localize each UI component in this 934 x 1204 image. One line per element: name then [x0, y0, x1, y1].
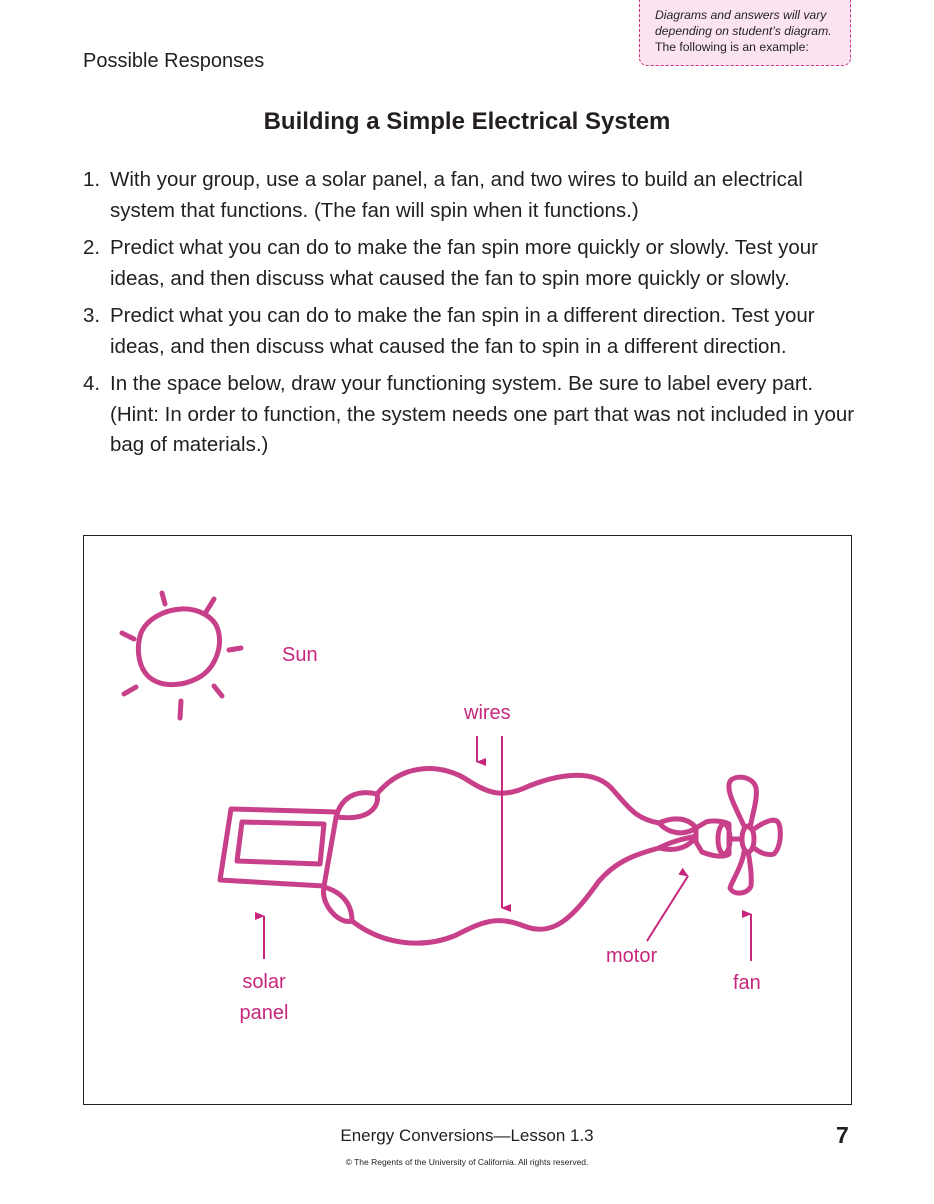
drawing-area	[83, 535, 852, 1105]
sun-icon	[122, 593, 241, 718]
motor-arrow	[647, 876, 688, 941]
instruction-number: 3.	[83, 304, 101, 327]
wires-label: wires	[464, 702, 511, 724]
fan-label: fan	[733, 972, 761, 994]
teacher-note-box	[639, 0, 851, 66]
section-label: Possible Responses	[83, 50, 265, 72]
instruction-number: 2.	[83, 236, 101, 259]
instruction-item	[83, 165, 863, 226]
instruction-item	[83, 301, 863, 362]
motor-icon	[696, 821, 741, 856]
solar-panel-label	[230, 967, 298, 1029]
fan-icon	[729, 777, 780, 893]
instruction-list	[83, 165, 863, 468]
sun-label: Sun	[282, 644, 318, 666]
page-title: Building a Simple Electrical System	[263, 108, 671, 135]
electrical-system-diagram	[84, 536, 853, 1106]
solar-panel-icon	[220, 809, 337, 886]
solar-panel-label-line2: panel	[239, 1002, 289, 1024]
instruction-item	[83, 233, 863, 294]
copyright-notice: © The Regents of the University of California. All rights reserved.	[345, 1157, 589, 1167]
motor-label: motor	[606, 945, 658, 967]
instruction-text: Predict what you can do to make the fan spin in a different direction. Test your ideas, and then discuss what caused the fan to spin in a different direction.	[110, 304, 815, 358]
instruction-text: With your group, use a solar panel, a fan, and two wires to build an electrical system that functions. (The fan will spin when it functions.)	[110, 168, 803, 222]
note-line-2: depending on student’s diagram.	[655, 24, 832, 38]
instruction-number: 1.	[83, 168, 101, 191]
page-number: 7	[836, 1122, 849, 1148]
note-line-3: The following is an example:	[655, 40, 809, 54]
instruction-text: Predict what you can do to make the fan spin more quickly or slowly. Test your ideas, and then discuss what caused the fan to spin more quickly or slowly.	[110, 236, 818, 290]
instruction-item	[83, 369, 863, 461]
note-line-1: Diagrams and answers will vary	[655, 8, 827, 22]
footer-lesson: Energy Conversions—Lesson 1.3	[340, 1126, 594, 1145]
solar-panel-label-line1: solar	[242, 971, 286, 993]
instruction-number: 4.	[83, 372, 101, 395]
instruction-text: In the space below, draw your functioning system. Be sure to label every part. (Hint: In order to function, the system needs one part that was not included in your bag of materials.)	[110, 372, 855, 456]
